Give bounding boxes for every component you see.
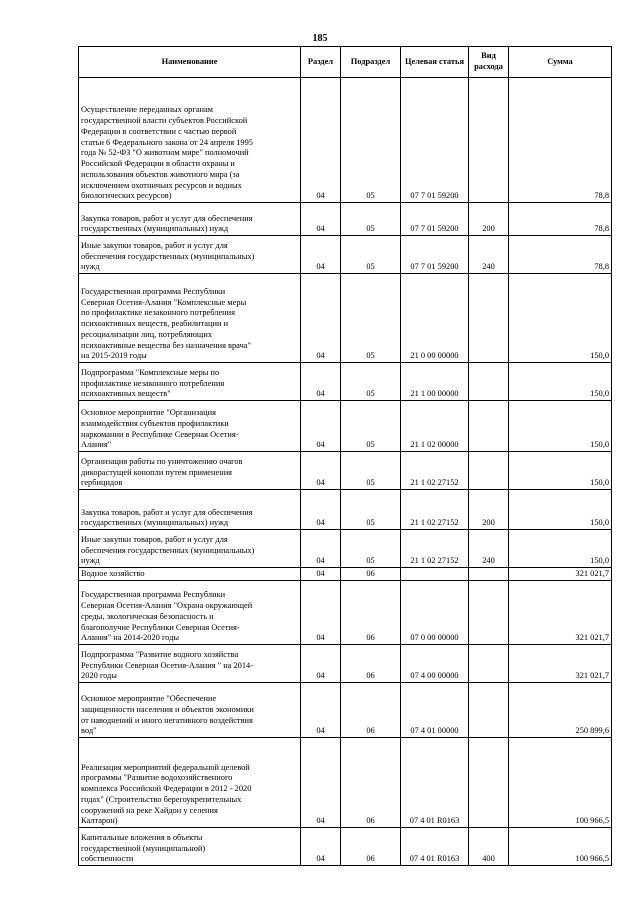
row-target-article: 21 0 00 00000: [401, 274, 469, 363]
row-amount: 78,8: [509, 203, 612, 236]
row-expense-type: 240: [469, 530, 509, 568]
row-amount: 150,0: [509, 401, 612, 452]
row-expense-type: 200: [469, 490, 509, 530]
row-subsection: 06: [341, 828, 401, 866]
row-section: 04: [301, 452, 341, 490]
row-subsection: 05: [341, 78, 401, 203]
row-amount: 150,0: [509, 452, 612, 490]
row-section: 04: [301, 738, 341, 828]
row-amount: 150,0: [509, 363, 612, 401]
row-section: 04: [301, 203, 341, 236]
row-subsection: 06: [341, 581, 401, 645]
row-target-article: 21 1 02 27152: [401, 530, 469, 568]
row-name: Организация работы по уничтожению очагов дикорастущей конопли путем применения гербицидов: [79, 452, 301, 490]
row-amount: 100 966,5: [509, 828, 612, 866]
row-subsection: 06: [341, 568, 401, 581]
row-subsection: 06: [341, 738, 401, 828]
table-row: [79, 274, 612, 363]
table-row: [79, 828, 612, 866]
row-amount: 78,8: [509, 236, 612, 274]
row-name: Государственная программа Республики Северная Осетия-Алания "Охрана окружающей среды, экологическая безопасность и благополучие Республики Северная Осетия- Алания" на 2014-2020 годы: [79, 581, 301, 645]
row-target-article: 21 1 00 00000: [401, 363, 469, 401]
row-target-article: 21 1 02 00000: [401, 401, 469, 452]
column-header-target-article: Целевая статья: [401, 47, 469, 78]
row-subsection: 05: [341, 452, 401, 490]
row-target-article: 21 1 02 27152: [401, 490, 469, 530]
column-header-name: Наименование: [79, 47, 301, 78]
row-expense-type: [469, 581, 509, 645]
row-expense-type: [469, 738, 509, 828]
table-row: [79, 683, 612, 738]
row-expense-type: [469, 645, 509, 683]
row-subsection: 05: [341, 363, 401, 401]
budget-table: [78, 46, 612, 866]
row-target-article: 07 4 01 R0163: [401, 828, 469, 866]
row-expense-type: [469, 363, 509, 401]
row-name: Закупка товаров, работ и услуг для обеспечения государственных (муниципальных) нужд: [79, 203, 301, 236]
table-row: [79, 203, 612, 236]
row-name: Капитальные вложения в объекты государственной (муниципальной) собственности: [79, 828, 301, 866]
row-section: 04: [301, 490, 341, 530]
row-section: 04: [301, 530, 341, 568]
row-expense-type: [469, 683, 509, 738]
row-amount: 150,0: [509, 274, 612, 363]
row-section: 04: [301, 828, 341, 866]
row-expense-type: [469, 274, 509, 363]
row-target-article: [401, 568, 469, 581]
row-subsection: 05: [341, 236, 401, 274]
table-row: [79, 363, 612, 401]
row-target-article: 07 4 01 00000: [401, 683, 469, 738]
table-row: [79, 78, 612, 203]
table-row: [79, 738, 612, 828]
row-expense-type: 240: [469, 236, 509, 274]
row-name: Реализация мероприятий федеральной целевой программы "Развитие водохозяйственного комплекса Российской Федерации в 2012 - 2020 годах" (Строительство берегоукрепительных сооружений на реке Хайдон у селения Калтарон): [79, 738, 301, 828]
row-subsection: 06: [341, 683, 401, 738]
row-target-article: 07 7 01 59200: [401, 203, 469, 236]
table-row: [79, 530, 612, 568]
row-subsection: 05: [341, 490, 401, 530]
row-amount: 321 021,7: [509, 645, 612, 683]
page-number: 185: [312, 33, 328, 44]
row-amount: 78,8: [509, 78, 612, 203]
row-name: Водное хозяйство: [79, 568, 301, 581]
table-row: [79, 568, 612, 581]
row-section: 04: [301, 568, 341, 581]
row-name: Иные закупки товаров, работ и услуг для обеспечения государственных (муниципальных) нужд: [79, 530, 301, 568]
row-expense-type: [469, 78, 509, 203]
row-section: 04: [301, 581, 341, 645]
table-row: [79, 490, 612, 530]
row-expense-type: 200: [469, 203, 509, 236]
row-subsection: 06: [341, 645, 401, 683]
row-name: Основное мероприятие "Обеспечение защищенности населения и объектов экономики от наводнений и иного негативного воздействия вод": [79, 683, 301, 738]
table-row: [79, 452, 612, 490]
row-section: 04: [301, 363, 341, 401]
row-subsection: 05: [341, 203, 401, 236]
column-header-amount: Сумма: [509, 47, 612, 78]
row-amount: 150,0: [509, 490, 612, 530]
row-target-article: 07 0 00 00000: [401, 581, 469, 645]
column-header-section: Раздел: [301, 47, 341, 78]
row-amount: 100 966,5: [509, 738, 612, 828]
row-target-article: 07 7 01 59200: [401, 78, 469, 203]
table-row: [79, 645, 612, 683]
table-header-row: [79, 47, 612, 78]
table-row: [79, 581, 612, 645]
row-amount: 321 021,7: [509, 568, 612, 581]
row-amount: 150,0: [509, 530, 612, 568]
row-section: 04: [301, 645, 341, 683]
row-name: Иные закупки товаров, работ и услуг для обеспечения государственных (муниципальных) нужд: [79, 236, 301, 274]
row-section: 04: [301, 401, 341, 452]
row-section: 04: [301, 683, 341, 738]
row-name: Закупка товаров, работ и услуг для обеспечения государственных (муниципальных) нужд: [79, 490, 301, 530]
row-section: 04: [301, 274, 341, 363]
row-subsection: 05: [341, 274, 401, 363]
row-amount: 250 899,6: [509, 683, 612, 738]
column-header-expense-type: Вид расхода: [469, 47, 509, 78]
row-expense-type: 400: [469, 828, 509, 866]
row-amount: 321 021,7: [509, 581, 612, 645]
row-subsection: 05: [341, 401, 401, 452]
row-target-article: 07 7 01 59200: [401, 236, 469, 274]
row-section: 04: [301, 236, 341, 274]
row-name: Подпрограмма "Развитие водного хозяйства Республики Северная Осетия-Алания " на 2014- 2020 годы: [79, 645, 301, 683]
row-section: 04: [301, 78, 341, 203]
row-name: Осуществление переданных органам государственной власти субъектов Российской Федерации в соответствии с частью первой статьи 6 Федерального закона от 24 апреля 1995 года № 52-ФЗ "О животном мире" полномочий Российской Федерации в области охраны и использования объектов животного мира (за исключением охотничьих ресурсов и водных биологических ресурсов): [79, 78, 301, 203]
row-name: Подпрограмма "Комплексные меры по профилактике незаконного потребления психоактивных веществ": [79, 363, 301, 401]
table-row: [79, 236, 612, 274]
row-expense-type: [469, 401, 509, 452]
row-name: Основное мероприятие "Организация взаимодействия субъектов профилактики наркомании в Республике Северная Осетия- Алания": [79, 401, 301, 452]
row-target-article: 07 4 01 R0163: [401, 738, 469, 828]
row-target-article: 21 1 02 27152: [401, 452, 469, 490]
row-target-article: 07 4 00 00000: [401, 645, 469, 683]
row-expense-type: [469, 452, 509, 490]
row-subsection: 05: [341, 530, 401, 568]
row-expense-type: [469, 568, 509, 581]
row-name: Государственная программа Республики Северная Осетия-Алания "Комплексные меры по профилактике незаконного потребления психоактивных веществ, реабилитации и ресоциализации лиц, потребляющих психоактивные вещества без назначения врача" на 2015-2019 годы: [79, 274, 301, 363]
table-row: [79, 401, 612, 452]
column-header-subsection: Подраздел: [341, 47, 401, 78]
